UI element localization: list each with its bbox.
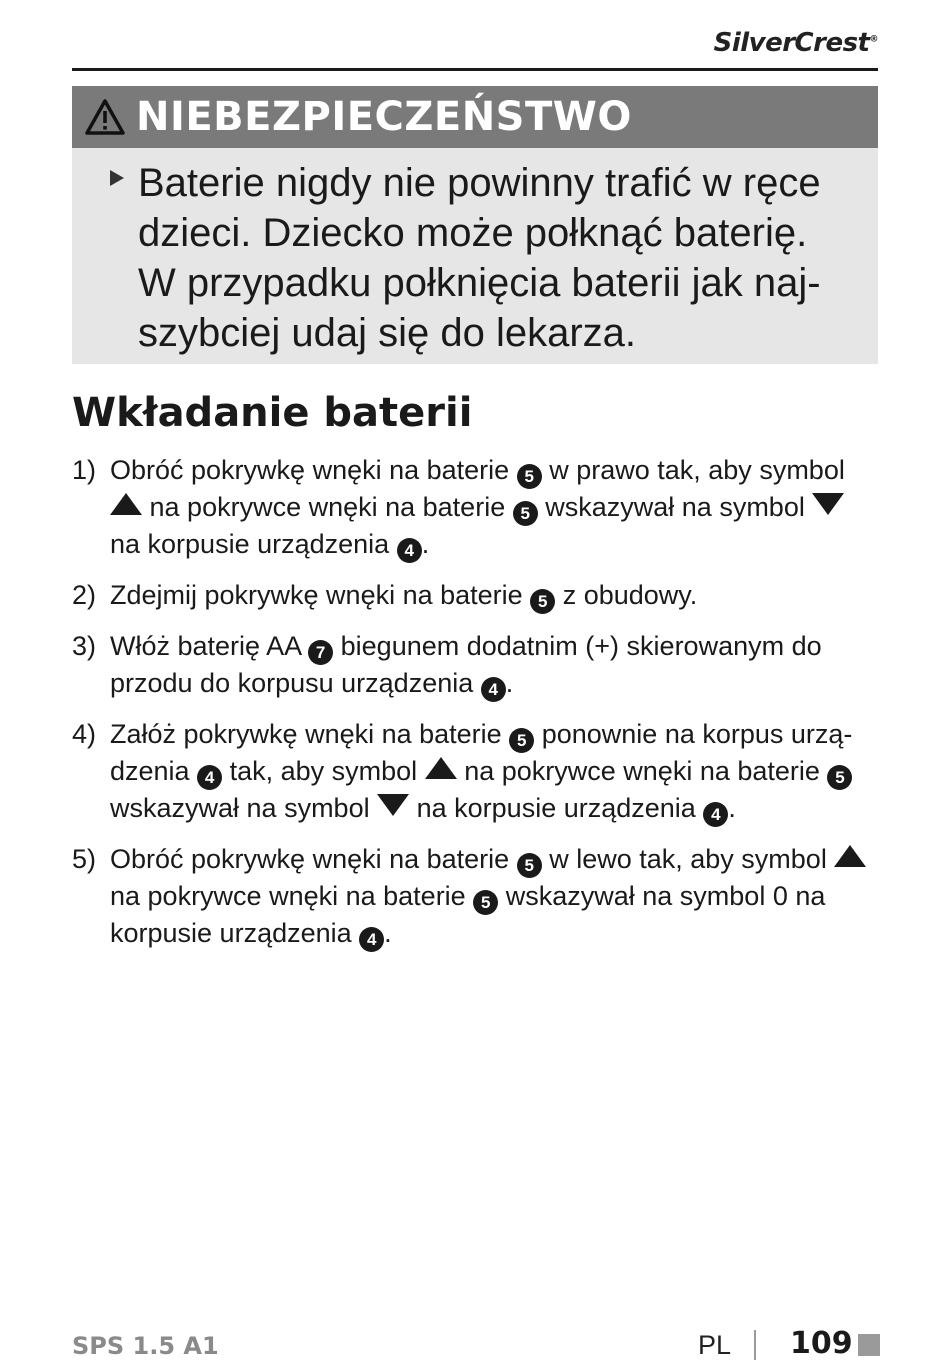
ref-number-4-icon: 4	[197, 765, 222, 790]
ref-number-5-icon: 5	[530, 589, 555, 614]
warning-header	[72, 86, 878, 148]
ref-number-4-icon: 4	[481, 677, 506, 702]
brand-logo: SilverCrest®	[713, 28, 878, 58]
ref-number-5-icon: 5	[517, 464, 542, 489]
warning-triangle-icon	[84, 98, 126, 136]
step-number: 5)	[72, 844, 97, 874]
ref-number-5-icon: 5	[513, 501, 538, 526]
footer-square-icon	[858, 1334, 880, 1356]
warning-line: szybciej udaj się do lekarza.	[138, 311, 637, 355]
step-text: Zdejmij pokrywkę wnęki na baterie 5 z obudowy.	[110, 577, 878, 614]
triangle-up-icon	[110, 493, 142, 515]
step-number: 2)	[72, 580, 97, 610]
triangle-down-icon	[812, 493, 844, 515]
footer-separator	[754, 1330, 756, 1360]
step-number: 4)	[72, 719, 97, 749]
section-title: Wkładanie baterii	[72, 390, 473, 436]
danger-warning-box	[72, 86, 878, 364]
ref-number-4-icon: 4	[359, 927, 384, 952]
warning-line: W przypadku połknięcia baterii jak naj-	[138, 261, 821, 305]
step-number: 1)	[72, 455, 97, 485]
warning-line: Baterie nigdy nie powinny trafić w ręce	[138, 161, 821, 205]
step-3	[72, 628, 878, 702]
ref-number-5-icon: 5	[473, 890, 498, 915]
triangle-down-icon	[377, 794, 409, 816]
footer-language: PL	[698, 1330, 732, 1360]
warning-line: dzieci. Dziecko może połknąć baterię.	[138, 211, 808, 255]
step-number: 3)	[72, 631, 97, 661]
triangle-up-icon	[834, 845, 866, 867]
header-rule	[72, 68, 878, 71]
step-text: Załóż pokrywkę wnęki na baterie 5 ponownie na korpus urzą- dzenia 4 tak, aby symbol na pokrywce wnęki na baterie 5 wskazywał na symbol na korpusie urządzenia 4 .	[110, 716, 878, 827]
triangle-up-icon	[425, 757, 457, 779]
step-1	[72, 452, 878, 563]
warning-title: NIEBEZPIECZEŃSTWO	[136, 94, 632, 140]
page-number: 109	[790, 1326, 853, 1361]
ref-number-5-icon: 5	[509, 728, 534, 753]
ref-number-5-icon: 5	[517, 853, 542, 878]
step-text: Obróć pokrywkę wnęki na baterie 5 w lewo tak, aby symbol na pokrywce wnęki na baterie 5 wskazywał na symbol 0 na korpusie urządzenia 4 .	[110, 841, 878, 952]
steps-list	[72, 452, 878, 966]
footer-model: SPS 1.5 A1	[72, 1332, 219, 1360]
step-2	[72, 577, 878, 614]
ref-number-7-icon: 7	[308, 640, 333, 665]
step-text: Obróć pokrywkę wnęki na baterie 5 w prawo tak, aby symbol na pokrywce wnęki na baterie 5 wskazywał na symbol na korpusie urządzenia 4 .	[110, 452, 878, 563]
ref-number-4-icon: 4	[397, 538, 422, 563]
bullet-arrow-icon	[110, 170, 124, 186]
step-text: Włóż baterię AA 7 biegunem dodatnim (+) skierowanym do przodu do korpusu urządzenia 4 .	[110, 628, 878, 702]
step-5	[72, 841, 878, 952]
ref-number-4-icon: 4	[703, 802, 728, 827]
step-4	[72, 716, 878, 827]
ref-number-5-icon: 5	[827, 765, 852, 790]
warning-text	[72, 148, 878, 358]
